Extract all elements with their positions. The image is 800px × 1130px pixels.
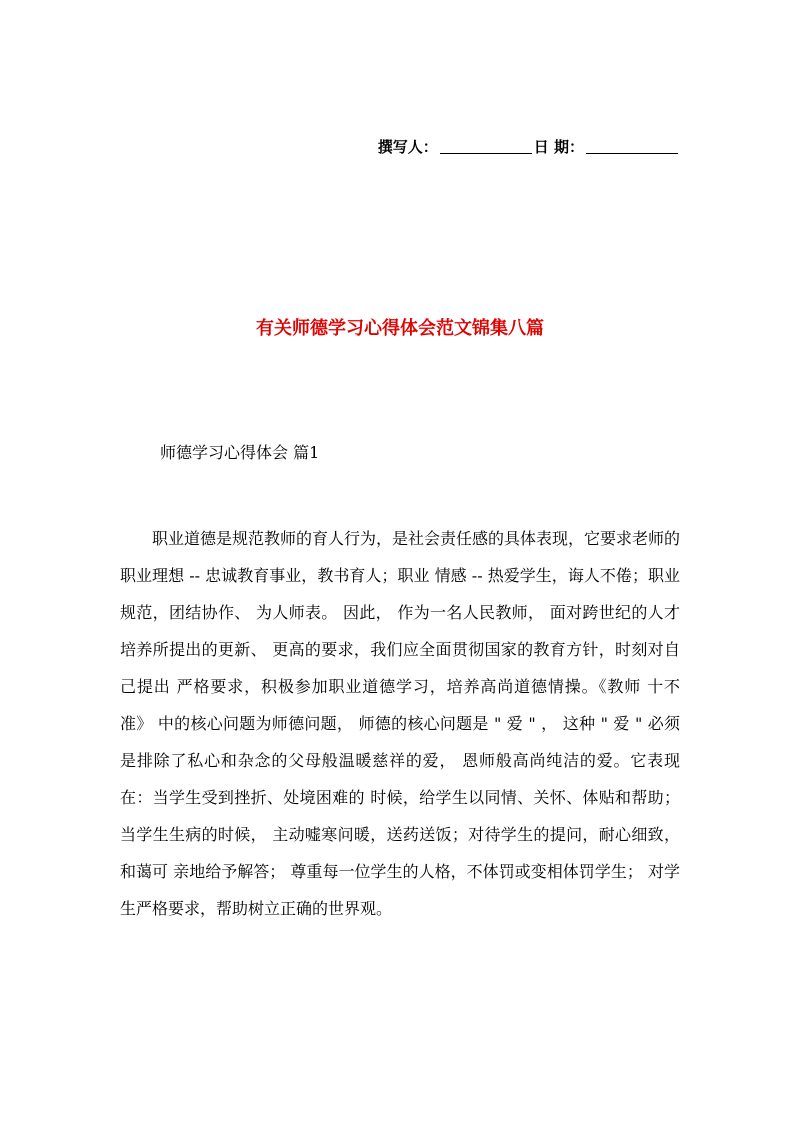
section-heading: 师德学习心得体会 篇1 bbox=[160, 443, 320, 462]
body-text bbox=[120, 520, 680, 927]
paragraph: 职业道德是规范教师的育人行为，是社会责任感的具体表现，它要求老师的职业理想 -- 忠诚教育事业，教书育人；职业 情感 -- 热爱学生，诲人不倦；职业规范，团结协作、 为人师表。 因此， 作为一名人民教师， 面对跨世纪的人才培养所提出的更新、 更高的要求，我们应全面贯彻国家的教育方针，时刻对自己提出 严格要求，积极参加职业道德学习，培养高尚道德情操。《教师 十不准》 中的核心问题为师德问题， 师德的核心问题是 " 爱 " ， 这种 " 爱 " 必须是排除了私心和杂念的父母般温暖慈祥的爱， 恩师般高尚纯洁的爱。它表现在：当学生受到挫折、处境困难的 时候，给学生以同情、关怀、体贴和帮助；当学生生病的时候， 主动嘘寒问暖，送药送饭；对待学生的提问，耐心细致，和蔼可 亲地给予解答； 尊重每一位学生的人格，不体罚或变相体罚学生； 对学生严格要求，帮助树立正确的世界观。 bbox=[120, 529, 681, 918]
date-blank bbox=[586, 139, 678, 154]
author-label: 撰写人： bbox=[377, 138, 438, 156]
author-blank bbox=[440, 139, 532, 154]
document-title: 有关师德学习心得体会范文锦集八篇 bbox=[256, 318, 544, 339]
date-label: 日 期： bbox=[533, 138, 584, 156]
author-date-line bbox=[378, 136, 680, 157]
